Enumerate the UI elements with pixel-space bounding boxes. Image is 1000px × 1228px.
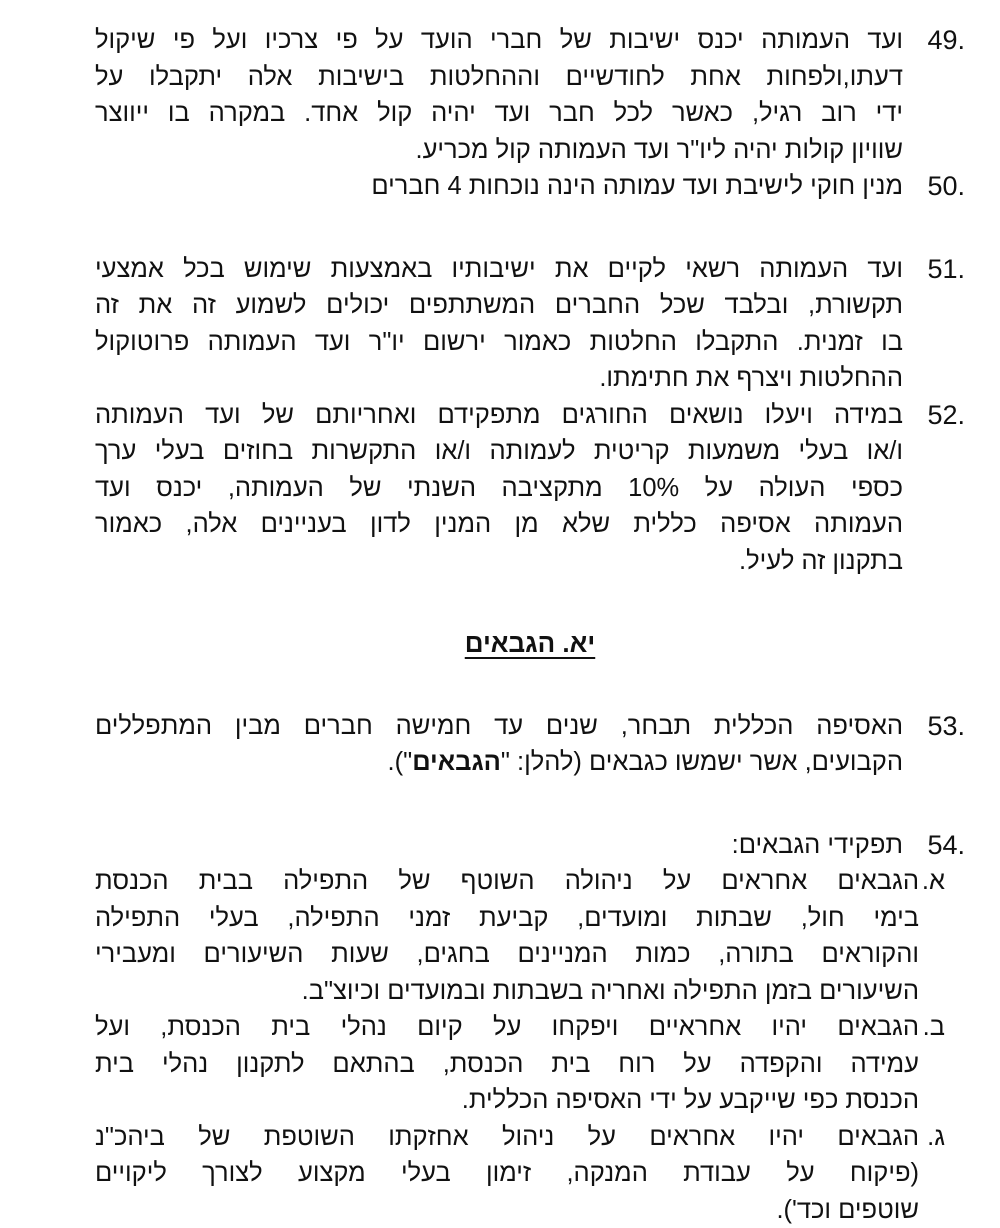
clause-body xyxy=(95,397,903,580)
clause-line: במידה ויעלו נושאים החורגים מתפקידם ואחריותם של ועד העמותה xyxy=(95,397,903,434)
clause-line: עמידה והקפדה על רוח בית הכנסת, בהתאם לתקנון נהלי בית xyxy=(95,1046,919,1083)
clause-body xyxy=(95,22,903,168)
clause-text: "). xyxy=(388,748,413,776)
clause-49 xyxy=(95,22,965,168)
clause-text: הקבועים, אשר ישמשו כגבאים (להלן: " xyxy=(501,748,903,776)
clause-line: ועד העמותה יכנס ישיבות של חברי הועד על פי צרכיו ועל פי שיקול xyxy=(95,22,903,59)
clause-line: שוויון קולות יהיה ליו"ר ועד העמותה קול מכריע. xyxy=(95,132,903,169)
clause-line: ההחלטות ויצרף את חתימתו. xyxy=(95,360,903,397)
spacer xyxy=(95,781,965,827)
clause-line: (פיקוח על עבודת המנקה, זימון בעלי מקצוע לצורך ליקויים xyxy=(95,1155,919,1192)
defined-term: הגבאים xyxy=(412,748,501,776)
clause-line: כספי העולה על 10% מתקציבה השנתי של העמותה, יכנס ועד xyxy=(95,470,903,507)
clause-line: הגבאים יהיו אחראים על ניהול אחזקתו השוטפת של ביהכ"נ xyxy=(95,1119,919,1156)
clause-53 xyxy=(95,708,965,781)
subclause-body xyxy=(95,1009,919,1119)
clause-number: 51. xyxy=(903,251,965,288)
clause-line: דעתו,ולפחות אחת לחודשיים וההחלטות בישיבות אלה יתקבלו על xyxy=(95,59,903,96)
subclause-a xyxy=(95,863,945,1009)
subclause-body xyxy=(95,1119,919,1228)
clause-line: הגבאים אחראים על ניהולה השוטף של התפילה בבית הכנסת xyxy=(95,863,919,900)
clause-line: מנין חוקי לישיבת ועד עמותה הינה נוכחות 4 חברים xyxy=(95,168,903,205)
clause-number: 52. xyxy=(903,397,965,434)
spacer xyxy=(95,205,965,251)
subclause-b xyxy=(95,1009,945,1119)
clause-line: ועד העמותה רשאי לקיים את ישיבותיו באמצעות שימוש בכל אמצעי xyxy=(95,251,903,288)
subclause-letter: א. xyxy=(919,863,945,900)
clause-line-last xyxy=(95,744,903,781)
clause-body xyxy=(95,827,903,864)
clause-body xyxy=(95,168,903,205)
subclause-body xyxy=(95,863,919,1009)
clause-body xyxy=(95,708,903,781)
clause-title: תפקידי הגבאים: xyxy=(95,827,903,864)
clause-line: האסיפה הכללית תבחר, שנים עד חמישה חברים מבין המתפללים xyxy=(95,708,903,745)
clause-number: 49. xyxy=(903,22,965,59)
spacer xyxy=(95,579,965,625)
spacer xyxy=(95,662,965,708)
subclause-letter: ב. xyxy=(919,1009,945,1046)
clause-line: ידי רוב רגיל, כאשר לכל חבר ועד יהיה קול אחד. במקרה בו ייווצר xyxy=(95,95,903,132)
clause-line: ו/או בעלי משמעות קריטית לעמותה ו/או התקשרות בחוזים בעלי ערך xyxy=(95,433,903,470)
clause-line: והקוראים בתורה, כמות המניינים בחגים, שעות השיעורים ומעבירי xyxy=(95,936,919,973)
clause-52 xyxy=(95,397,965,580)
clause-line: תקשורת, ובלבד שכל החברים המשתתפים יכולים לשמוע זה את זה xyxy=(95,287,903,324)
clause-line: בימי חול, שבתות ומועדים, קביעת זמני התפילה, בעלי התפילה xyxy=(95,900,919,937)
clause-50 xyxy=(95,168,965,205)
section-heading: יא. הגבאים xyxy=(95,625,965,662)
bylaws-page xyxy=(95,22,965,1228)
clause-body xyxy=(95,251,903,397)
clause-number: 53. xyxy=(903,708,965,745)
clause-51 xyxy=(95,251,965,397)
clause-line: הגבאים יהיו אחראיים ויפקחו על קיום נהלי בית הכנסת, ועל xyxy=(95,1009,919,1046)
clause-line: בתקנון זה לעיל. xyxy=(95,543,903,580)
clause-line: בו זמנית. התקבלו החלטות כאמור ירשום יו"ר ועד העמותה פרוטוקול xyxy=(95,324,903,361)
clause-number: 50. xyxy=(903,168,965,205)
clause-line: הכנסת כפי שייקבע על ידי האסיפה הכללית. xyxy=(95,1082,919,1119)
clause-line: שוטפים וכד'). xyxy=(95,1192,919,1228)
clause-line: השיעורים בזמן התפילה ואחריה בשבתות ובמועדים וכיוצ"ב. xyxy=(95,973,919,1010)
clause-line: העמותה אסיפה כללית שלא מן המנין לדון בעניינים אלה, כאמור xyxy=(95,506,903,543)
clause-54 xyxy=(95,827,965,864)
subclause-letter: ג. xyxy=(919,1119,945,1156)
subclause-c xyxy=(95,1119,945,1228)
clause-number: 54. xyxy=(903,827,965,864)
